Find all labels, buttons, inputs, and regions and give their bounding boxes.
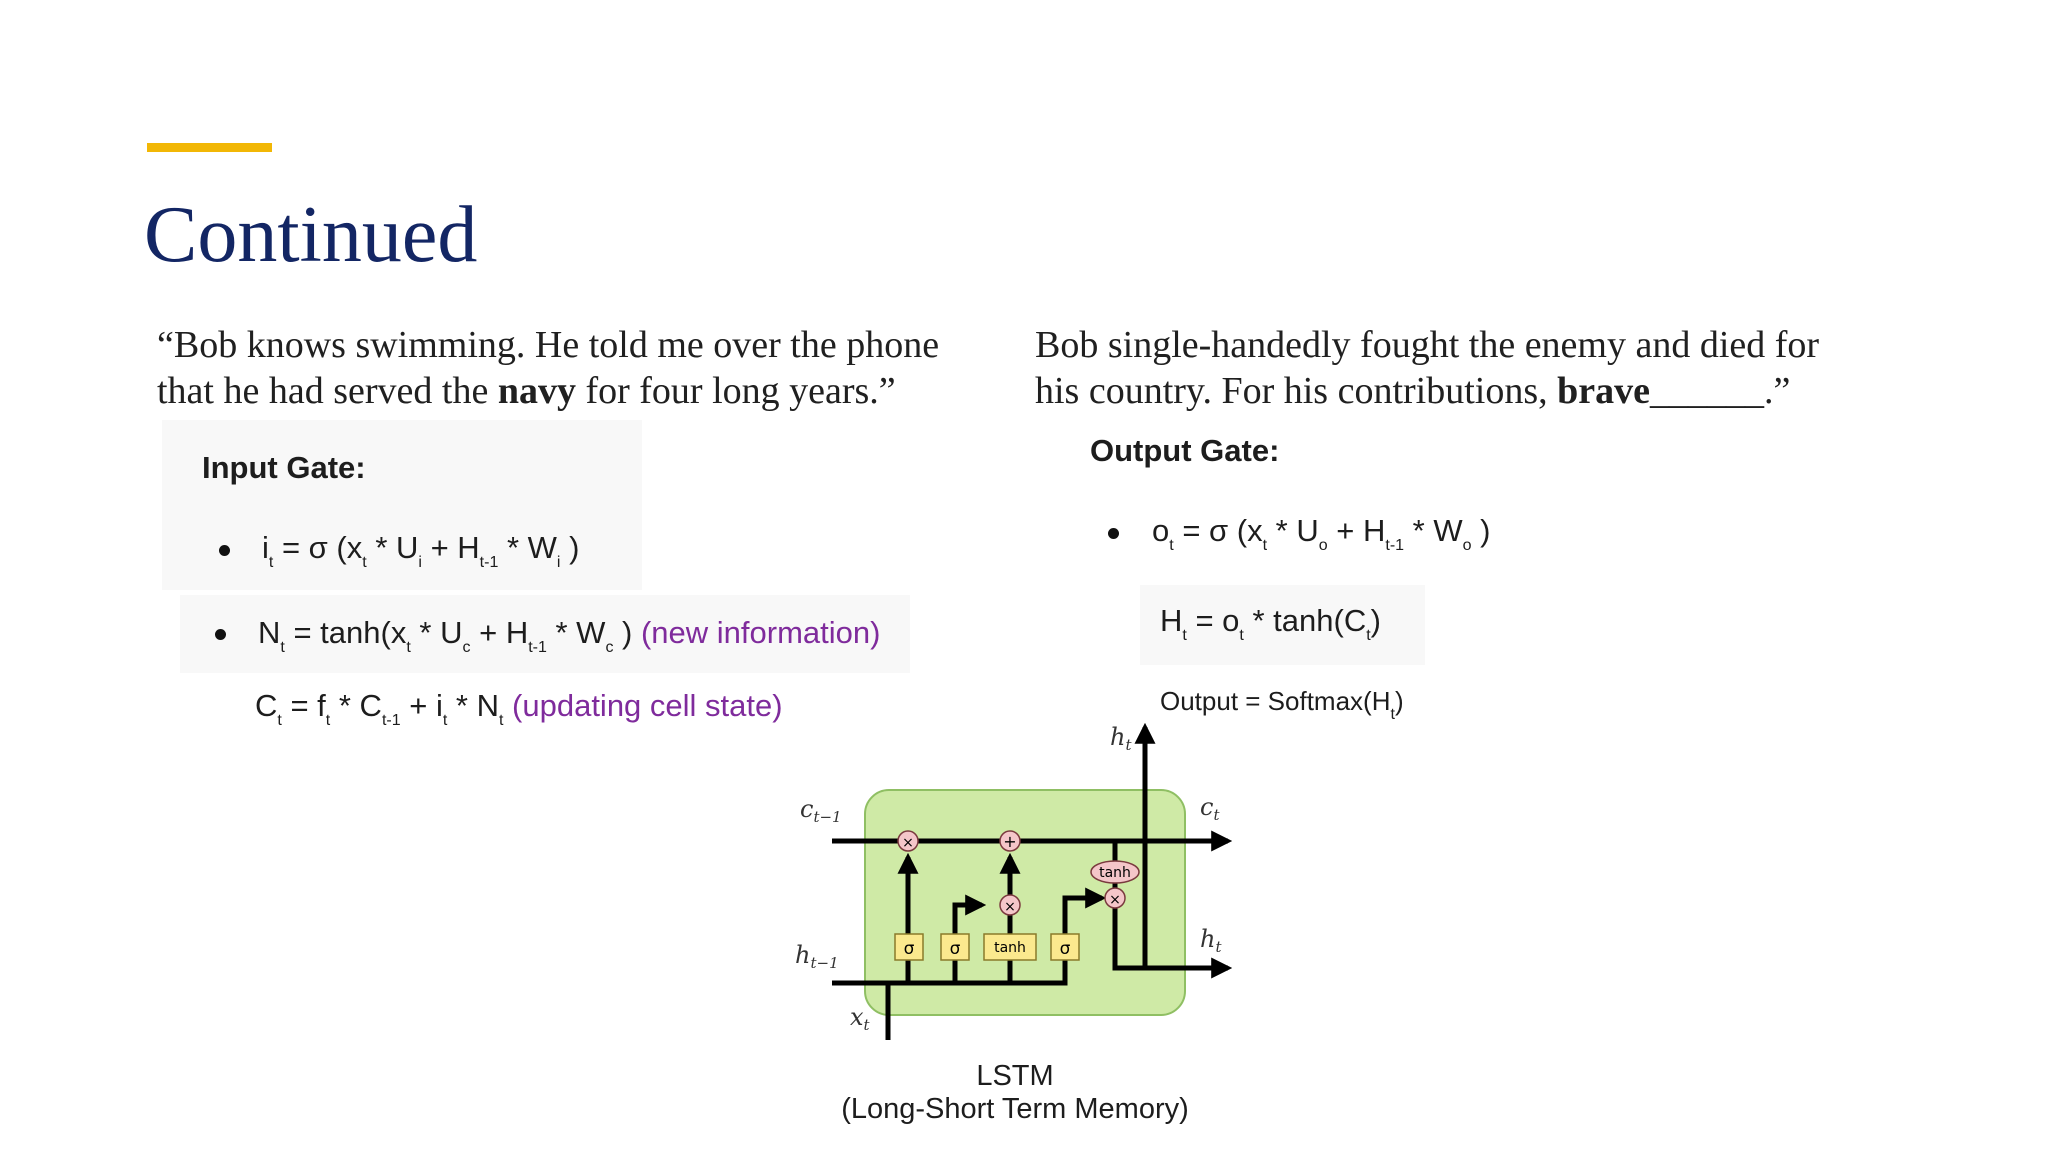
eq-part: Output = Softmax(H <box>1160 686 1391 716</box>
output-gate-heading: Output Gate: <box>1090 433 1280 468</box>
eq-sub: o <box>1462 537 1472 554</box>
eq-part: * U <box>410 615 463 650</box>
eq-symbol: o <box>1152 513 1170 548</box>
eq-symbol: C <box>255 688 278 723</box>
eq-part: * C <box>330 688 382 723</box>
eq-part: = σ (x <box>273 530 363 565</box>
input-gate-label: σ <box>949 939 961 959</box>
eq-sub: t <box>1239 627 1244 644</box>
eq-sub: t <box>268 554 274 571</box>
eq-sub: c <box>605 639 614 656</box>
eq-sub: t <box>406 639 411 656</box>
eq-part: * tanh(C <box>1243 603 1367 638</box>
tanh-gate-label: tanh <box>994 940 1026 956</box>
bullet-input-eq1 <box>219 545 230 556</box>
eq-part: * U <box>366 530 419 565</box>
eq-sub: t-1 <box>528 639 547 656</box>
eq-sub: o <box>1318 537 1328 554</box>
hidden-state-equation <box>1160 605 1381 644</box>
eq-sub: t <box>280 639 285 656</box>
diagram-caption-line-2: (Long-Short Term Memory) <box>841 1093 1189 1125</box>
eq-part: * W <box>1404 513 1463 548</box>
eq-sub: i <box>556 554 561 571</box>
eq-part: = σ (x <box>1173 513 1263 548</box>
eq-sub: t <box>498 712 504 729</box>
eq-part: * N <box>447 688 499 723</box>
slide-title: Continued <box>144 191 478 279</box>
updating-cell-state-note: (updating cell state) <box>503 688 783 723</box>
input-gate-heading: Input Gate: <box>202 450 366 485</box>
right-text-line-2 <box>1035 368 1819 414</box>
h-prev-label: $h_{t-1}$ <box>795 941 839 972</box>
h-top-label: $h_t$ <box>1110 723 1132 754</box>
right-text-blank: ______.” <box>1650 370 1791 412</box>
eq-part: * U <box>1267 513 1319 548</box>
left-text-plain: that he had served the <box>157 370 498 412</box>
forget-gate-label: σ <box>903 939 915 959</box>
eq-sub: t <box>277 712 282 729</box>
left-text-line-1: “Bob knows swimming. He told me over the phone <box>157 324 940 366</box>
eq-sub: t <box>1262 537 1268 554</box>
eq-part: ) <box>613 615 633 650</box>
title-accent-bar <box>147 143 272 152</box>
eq-part: ) <box>560 530 580 565</box>
right-text-plain: his country. For his contributions, <box>1035 370 1558 412</box>
right-text-line-1: Bob single-handedly fought the enemy and died for <box>1035 324 1820 366</box>
output-multiply-symbol: × <box>1109 892 1121 908</box>
eq-sub: t-1 <box>1385 537 1405 554</box>
add-symbol: + <box>1003 832 1017 851</box>
eq-sub: t <box>362 554 367 571</box>
eq-sub: c <box>462 639 471 656</box>
left-text-line-2 <box>157 368 939 414</box>
x-t-label: $x_t$ <box>850 1003 870 1034</box>
eq-part: = tanh(x <box>284 615 407 650</box>
eq-sub: i <box>418 554 422 571</box>
right-example-text <box>1035 322 1819 414</box>
forget-multiply-symbol: × <box>902 835 914 851</box>
input-multiply-symbol: × <box>1004 899 1016 915</box>
bullet-input-eq2 <box>215 629 226 640</box>
eq-part: = o <box>1186 603 1240 638</box>
left-example-text <box>157 322 939 414</box>
eq-sub: t <box>1366 627 1371 644</box>
input-gate-equation <box>262 532 579 571</box>
eq-part: + H <box>470 615 529 650</box>
eq-sub: t-1 <box>479 554 499 571</box>
eq-symbol: N <box>258 615 281 650</box>
eq-part: ) <box>1394 686 1404 716</box>
eq-sub: t <box>442 712 448 729</box>
output-gate-equation <box>1152 515 1490 554</box>
right-text-bold-word: brave <box>1557 370 1651 412</box>
h-right-label: $h_t$ <box>1200 925 1222 956</box>
eq-sub: t-1 <box>381 712 401 729</box>
bullet-output-eq1 <box>1108 528 1119 539</box>
eq-part: * W <box>498 530 557 565</box>
left-text-plain-end: for four long years.” <box>575 370 896 412</box>
tanh-op-label: tanh <box>1099 865 1131 881</box>
eq-part: = f <box>281 688 326 723</box>
left-text-bold-word: navy <box>497 370 576 412</box>
eq-sub: t <box>1390 706 1395 723</box>
cell-state-equation <box>255 690 783 729</box>
eq-part: + H <box>421 530 480 565</box>
eq-part: * W <box>546 615 606 650</box>
eq-sub: t <box>1169 537 1174 554</box>
eq-symbol: i <box>262 530 269 565</box>
eq-part: ) <box>1370 603 1381 638</box>
eq-symbol: H <box>1160 603 1183 638</box>
c-prev-label: $c_{t-1}$ <box>800 795 842 826</box>
new-information-equation <box>258 617 880 656</box>
eq-sub: t <box>1182 627 1187 644</box>
c-t-label: $c_t$ <box>1200 793 1220 824</box>
output-gate-label: σ <box>1059 939 1071 959</box>
eq-part: + H <box>1327 513 1386 548</box>
eq-part: ) <box>1471 513 1491 548</box>
new-information-note: (new information) <box>632 615 881 650</box>
eq-sub: t <box>325 712 331 729</box>
diagram-caption-line-1: LSTM <box>976 1060 1054 1092</box>
eq-part: + i <box>400 688 443 723</box>
lstm-cell-diagram <box>780 715 1260 1050</box>
